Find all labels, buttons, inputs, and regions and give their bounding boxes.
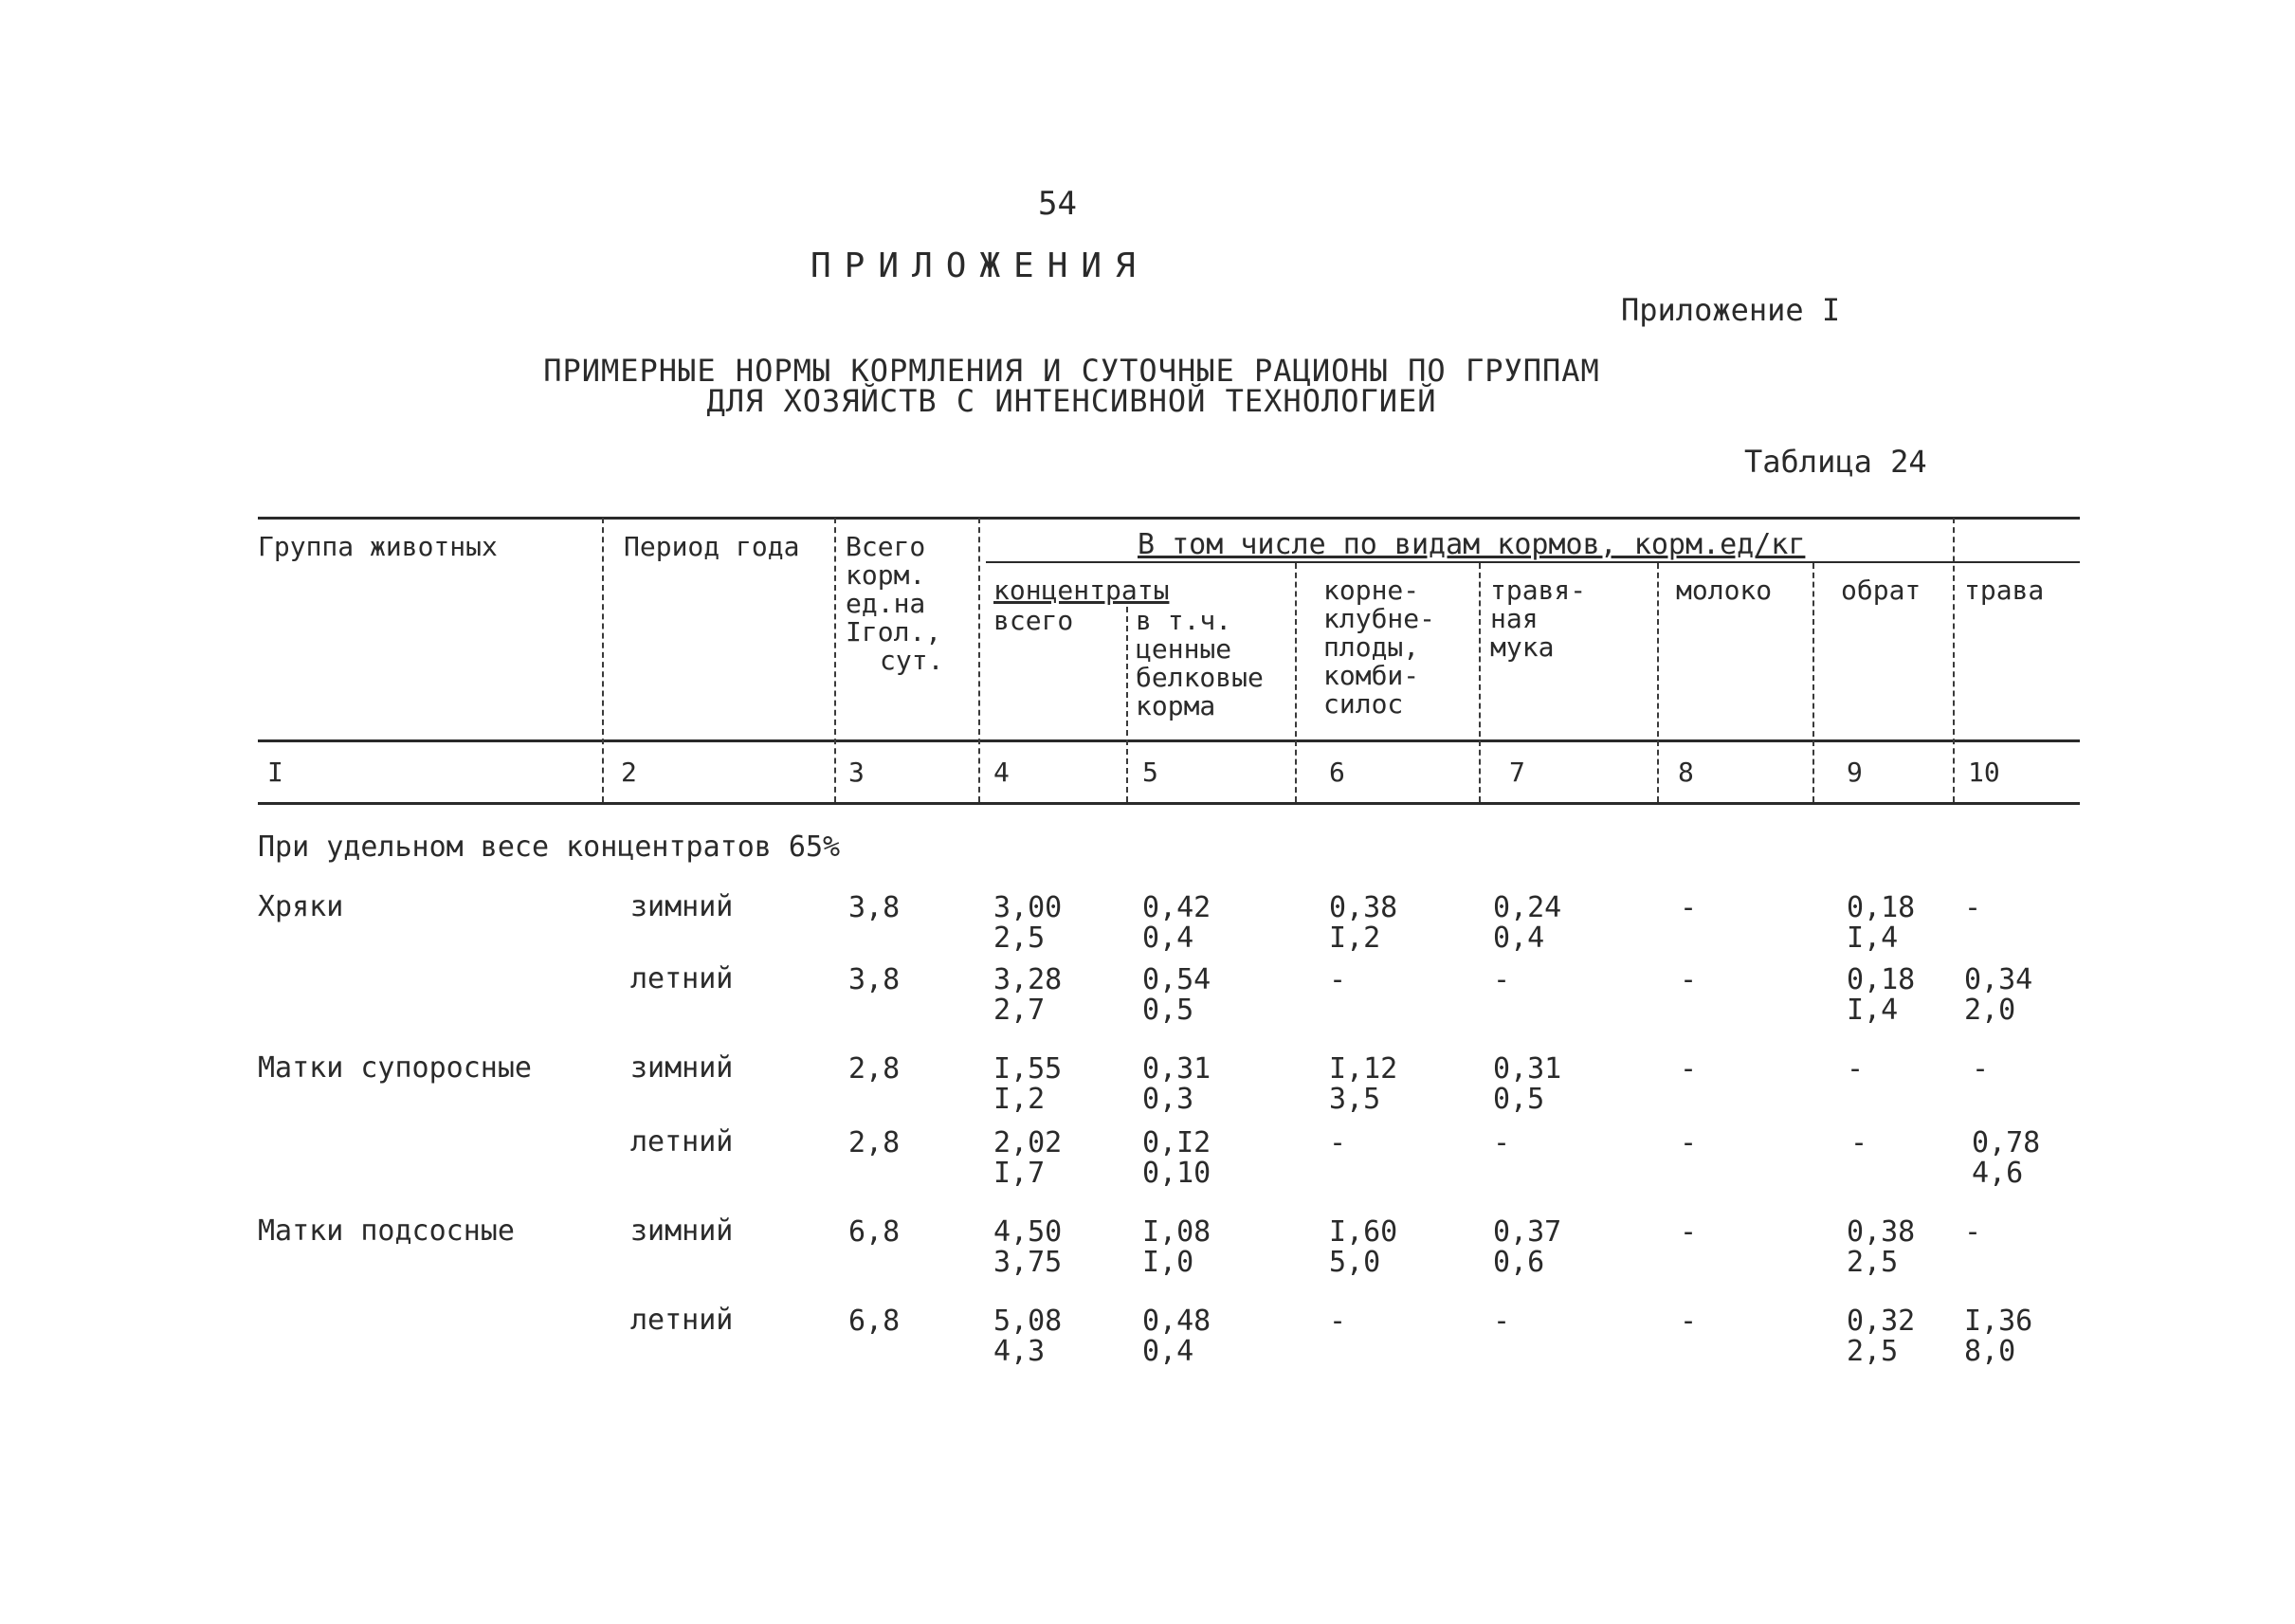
row-period: зимний	[630, 1051, 734, 1085]
row-grass: -	[1972, 1052, 1990, 1086]
row-skim: -	[1847, 1052, 1865, 1086]
row-conc-total: 3,28 2,7	[993, 963, 1063, 1027]
col-number: 8	[1678, 757, 1694, 788]
header-roots: корне- клубне- плоды, комби- силос	[1323, 575, 1436, 720]
concentrate-share-note: При удельном весе концентратов 65%	[258, 830, 841, 864]
header-concentrates: концентраты	[993, 575, 1170, 606]
row-period: зимний	[630, 890, 734, 923]
row-grass: 0,78 4,6	[1972, 1126, 2041, 1190]
table-top-rule	[258, 517, 2080, 520]
header-skim-milk: обрат	[1841, 575, 1922, 606]
row-grass: -	[1964, 1215, 1982, 1249]
row-roots: I,60 5,0	[1329, 1215, 1398, 1279]
col-separator	[978, 518, 980, 802]
header-period: Период года	[624, 531, 800, 562]
row-milk: -	[1680, 891, 1698, 924]
row-conc-protein: 0,54 0,5	[1142, 963, 1211, 1027]
row-grass-meal: -	[1493, 1305, 1511, 1338]
col-separator	[1295, 563, 1297, 802]
section-heading: ПРИЛОЖЕНИЯ	[811, 246, 1149, 285]
header-grass: трава	[1964, 575, 2045, 606]
row-conc-protein: 0,I2 0,10	[1142, 1126, 1211, 1190]
col-number: 3	[848, 757, 865, 788]
row-milk: -	[1680, 1215, 1698, 1249]
row-conc-total: 2,02 I,7	[993, 1126, 1063, 1190]
col-separator	[1812, 563, 1814, 802]
row-skim: 0,32 2,5	[1847, 1305, 1916, 1368]
row-roots: I,12 3,5	[1329, 1052, 1398, 1116]
row-conc-protein: 0,42 0,4	[1142, 891, 1211, 955]
row-milk: -	[1680, 963, 1698, 996]
header-bottom-rule	[258, 739, 2080, 742]
row-grass-meal: 0,37 0,6	[1493, 1215, 1562, 1279]
row-total: 2,8	[848, 1052, 901, 1086]
row-skim: 0,18 I,4	[1847, 891, 1916, 955]
column-number-rule	[258, 802, 2080, 805]
row-total: 6,8	[848, 1305, 901, 1338]
document-title-line2: ДЛЯ ХОЗЯЙСТВ С ИНТЕНСИВНОЙ ТЕХНОЛОГИЕЙ	[706, 383, 1437, 419]
header-conc-protein: в т.ч. ценные белковые корма	[1136, 605, 1264, 721]
row-grass: 0,34 2,0	[1964, 963, 2033, 1027]
col-separator	[602, 518, 604, 802]
row-total: 6,8	[848, 1215, 901, 1249]
row-group: Хряки	[258, 890, 344, 923]
row-roots: -	[1329, 1126, 1347, 1159]
row-roots: -	[1329, 963, 1347, 996]
col-number: 6	[1329, 757, 1345, 788]
header-grass-meal: травя- ная мука	[1490, 575, 1587, 663]
row-period: зимний	[630, 1214, 734, 1248]
row-grass-meal: 0,31 0,5	[1493, 1052, 1562, 1116]
row-conc-total: 4,50 3,75	[993, 1215, 1063, 1279]
row-group: Матки подсосные	[258, 1214, 515, 1248]
row-conc-protein: 0,48 0,4	[1142, 1305, 1211, 1368]
col-number: 2	[621, 757, 637, 788]
col-number: I	[267, 757, 283, 788]
col-separator	[834, 518, 836, 802]
header-milk: молоко	[1676, 575, 1773, 606]
col-number: 5	[1142, 757, 1158, 788]
header-incl: В том числе по видам кормов, корм.ед/кг	[1138, 528, 1806, 561]
header-conc-total: всего	[993, 605, 1074, 636]
row-milk: -	[1680, 1305, 1698, 1338]
row-period: летний	[630, 1304, 734, 1337]
row-skim: 0,18 I,4	[1847, 963, 1916, 1027]
row-roots: -	[1329, 1305, 1347, 1338]
col-number: 9	[1847, 757, 1863, 788]
row-conc-total: I,55 I,2	[993, 1052, 1063, 1116]
row-grass: -	[1964, 891, 1982, 924]
col-separator	[1657, 563, 1659, 802]
row-period: летний	[630, 962, 734, 995]
col-number: 7	[1509, 757, 1525, 788]
row-grass: I,36 8,0	[1964, 1305, 2033, 1368]
row-roots: 0,38 I,2	[1329, 891, 1398, 955]
row-conc-total: 3,00 2,5	[993, 891, 1063, 955]
row-skim: -	[1850, 1126, 1868, 1159]
row-total: 2,8	[848, 1126, 901, 1159]
document-title-line1: ПРИМЕРНЫЕ НОРМЫ КОРМЛЕНИЯ И СУТОЧНЫЕ РАЦИОНЫ ПО ГРУППАМ	[543, 353, 1600, 389]
appendix-label: Приложение I	[1621, 292, 1841, 328]
col-separator	[1126, 607, 1128, 802]
header-group: Группа животных	[258, 531, 498, 562]
col-separator	[1479, 563, 1481, 802]
row-total: 3,8	[848, 891, 901, 924]
row-period: летний	[630, 1125, 734, 1159]
col-separator	[1953, 518, 1955, 802]
row-skim: 0,38 2,5	[1847, 1215, 1916, 1279]
row-conc-protein: 0,31 0,3	[1142, 1052, 1211, 1116]
row-milk: -	[1680, 1126, 1698, 1159]
row-grass-meal: -	[1493, 963, 1511, 996]
col-number: 4	[993, 757, 1010, 788]
row-milk: -	[1680, 1052, 1698, 1086]
row-conc-protein: I,08 I,0	[1142, 1215, 1211, 1279]
header-total: Всего корм. ед.на Iгол., сут.	[846, 531, 944, 676]
page-number: 54	[1038, 185, 1077, 223]
table-number: Таблица 24	[1744, 444, 1927, 480]
subheader-rule	[986, 561, 2080, 563]
row-grass-meal: 0,24 0,4	[1493, 891, 1562, 955]
row-conc-total: 5,08 4,3	[993, 1305, 1063, 1368]
col-number: 10	[1968, 757, 2000, 788]
row-group: Матки супоросные	[258, 1051, 532, 1085]
row-total: 3,8	[848, 963, 901, 996]
row-grass-meal: -	[1493, 1126, 1511, 1159]
